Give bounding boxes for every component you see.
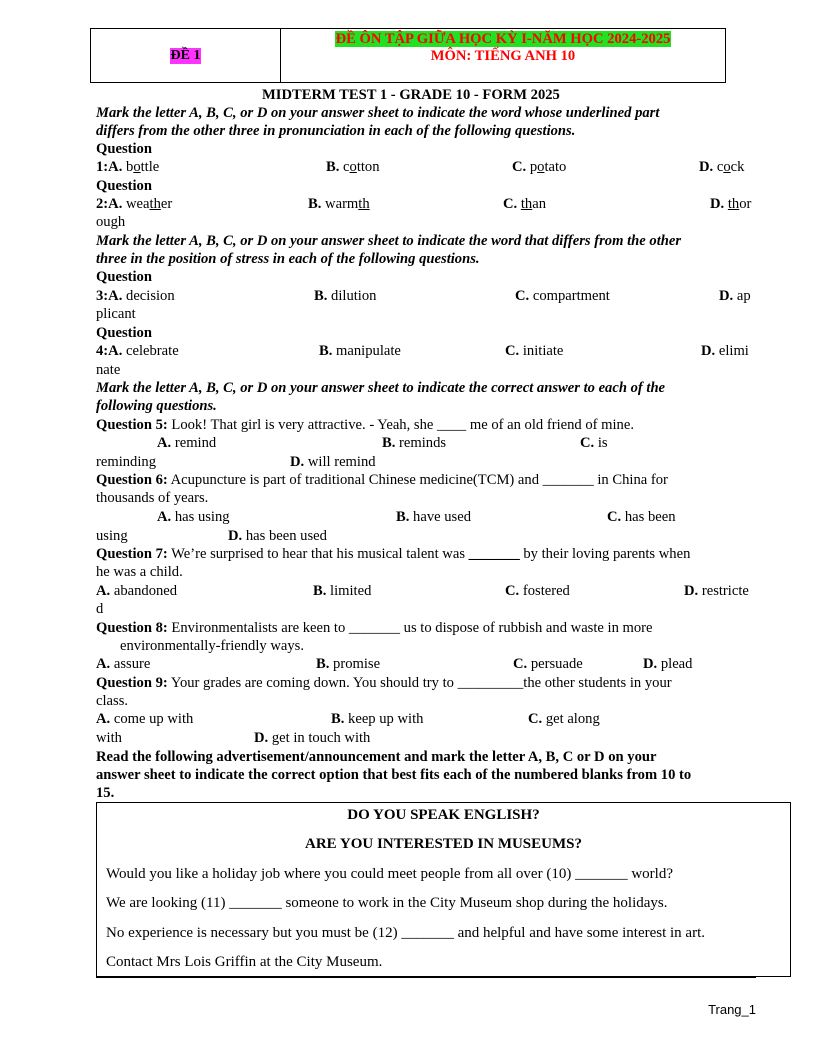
exam-title-cell <box>281 29 725 82</box>
question-3-option-a: 3:A. decision <box>96 288 175 304</box>
question-9-stem: Question 9: Your grades are coming down. You should try to _________the other students in your <box>96 675 672 691</box>
advertisement-line-1: Would you like a holiday job where you could meet people from all over (10) _______ world? <box>106 866 673 882</box>
question-9-option-a: A. come up with <box>96 711 194 727</box>
exam-subject: MÔN: TIẾNG ANH 10 <box>430 48 576 64</box>
instruction-1-line-1: Mark the letter A, B, C, or D on your answer sheet to indicate the word whose underlined part <box>96 105 660 121</box>
question-8-option-b: B. promise <box>316 656 381 672</box>
question-8-stem: Question 8: Environmentalists are keen to _______ us to dispose of rubbish and waste in more <box>96 620 653 636</box>
question-7-option-d: D. restricte <box>684 583 749 599</box>
instruction-1-line-2: differs from the other three in pronunciation in each of the following questions. <box>96 123 576 139</box>
advertisement-title-1: DO YOU SPEAK ENGLISH? <box>347 807 540 823</box>
question-2-option-a: 2:A. weather <box>96 196 173 212</box>
question-9-option-c: C. get along <box>528 711 600 727</box>
question-7-stem: Question 7: We’re surprised to hear that his musical talent was _______ by their loving parents when <box>96 546 691 562</box>
question-8-option-d: D. plead <box>643 656 693 672</box>
question-5-option-d: D. will remind <box>290 454 376 470</box>
question-5-option-c: C. is <box>580 435 608 451</box>
question-2-option-d: D. thor <box>710 196 752 212</box>
question-8-option-c: C. persuade <box>513 656 583 672</box>
question-7-option-c: C. fostered <box>505 583 570 599</box>
question-6-option-b: B. have used <box>396 509 471 525</box>
instruction-2-line-2: three in the position of stress in each of the following questions. <box>96 251 480 267</box>
question-4-option-d: D. elimi <box>701 343 749 359</box>
question-2-option-c: C. than <box>503 196 546 212</box>
test-title: MIDTERM TEST 1 - GRADE 10 - FORM 2025 <box>262 87 560 103</box>
instruction-2-line-1: Mark the letter A, B, C, or D on your answer sheet to indicate the word that differs from the other <box>96 233 682 249</box>
header-table <box>90 28 726 83</box>
instruction-4-line-3: 15. <box>96 785 115 801</box>
question-2-wrap: ough <box>96 214 126 230</box>
exam-title: ĐỀ ÔN TẬP GIỮA HỌC KỲ I-NĂM HỌC 2024-2025 <box>335 31 671 47</box>
question-2-option-b: B. warmth <box>308 196 370 212</box>
question-3-label: Question <box>96 269 152 285</box>
question-9-option-d: D. get in touch with <box>254 730 371 746</box>
question-6-stem-line-2: thousands of years. <box>96 490 209 506</box>
question-5-option-a: A. remind <box>157 435 217 451</box>
question-1-option-c: C. potato <box>512 159 567 175</box>
question-3-option-c: C. compartment <box>515 288 610 304</box>
question-7-option-b: B. limited <box>313 583 372 599</box>
question-2-label: Question <box>96 178 152 194</box>
question-8-option-a: A. assure <box>96 656 151 672</box>
question-6-option-c: C. has been <box>607 509 676 525</box>
instruction-4-line-1: Read the following advertisement/announcement and mark the letter A, B, C or D on your <box>96 749 657 765</box>
question-9-option-b: B. keep up with <box>331 711 424 727</box>
instruction-3-line-2: following questions. <box>96 398 217 414</box>
question-4-option-c: C. initiate <box>505 343 564 359</box>
question-7-wrap: d <box>96 601 104 617</box>
instruction-4-line-2: answer sheet to indicate the correct option that best fits each of the numbered blanks from 10 to <box>96 767 692 783</box>
advertisement-bottom-rule <box>96 977 756 978</box>
question-7-stem-line-2: he was a child. <box>96 564 183 580</box>
question-3-wrap: plicant <box>96 306 136 322</box>
question-5-stem: Question 5: Look! That girl is very attractive. - Yeah, she ____ me of an old friend of mine. <box>96 417 634 433</box>
question-6-option-d: D. has been used <box>228 528 327 544</box>
exam-code: ĐỀ 1 <box>170 47 201 63</box>
question-5-option-b: B. reminds <box>382 435 447 451</box>
question-9-wrap: with <box>96 730 122 746</box>
question-1-option-a: 1:A. bottle <box>96 159 160 175</box>
question-1-label: Question <box>96 141 152 157</box>
question-5-wrap: reminding <box>96 454 156 470</box>
question-6-wrap: using <box>96 528 128 544</box>
question-6-stem: Question 6: Acupuncture is part of traditional Chinese medicine(TCM) and _______ in China for <box>96 472 668 488</box>
question-9-stem-line-2: class. <box>96 693 129 709</box>
question-6-option-a: A. has using <box>157 509 230 525</box>
question-4-wrap: nate <box>96 362 121 378</box>
question-1-option-d: D. cock <box>699 159 745 175</box>
question-4-option-b: B. manipulate <box>319 343 401 359</box>
advertisement-line-2: We are looking (11) _______ someone to work in the City Museum shop during the holidays. <box>106 895 668 911</box>
exam-code-cell <box>91 29 281 82</box>
advertisement-title-2: ARE YOU INTERESTED IN MUSEUMS? <box>305 836 582 852</box>
question-7-option-a: A. abandoned <box>96 583 178 599</box>
advertisement-box <box>96 802 791 977</box>
instruction-3-line-1: Mark the letter A, B, C, or D on your answer sheet to indicate the correct answer to each of the <box>96 380 666 396</box>
advertisement-line-3: No experience is necessary but you must be (12) _______ and helpful and have some interest in art. <box>106 925 705 941</box>
advertisement-line-4: Contact Mrs Lois Griffin at the City Museum. <box>106 954 383 970</box>
question-4-option-a: 4:A. celebrate <box>96 343 179 359</box>
question-3-option-b: B. dilution <box>314 288 377 304</box>
question-1-option-b: B. cotton <box>326 159 380 175</box>
page-number: Trang_1 <box>708 1002 756 1017</box>
question-8-stem-line-2: environmentally-friendly ways. <box>120 638 304 654</box>
question-3-option-d: D. ap <box>719 288 751 304</box>
question-4-label: Question <box>96 325 152 341</box>
